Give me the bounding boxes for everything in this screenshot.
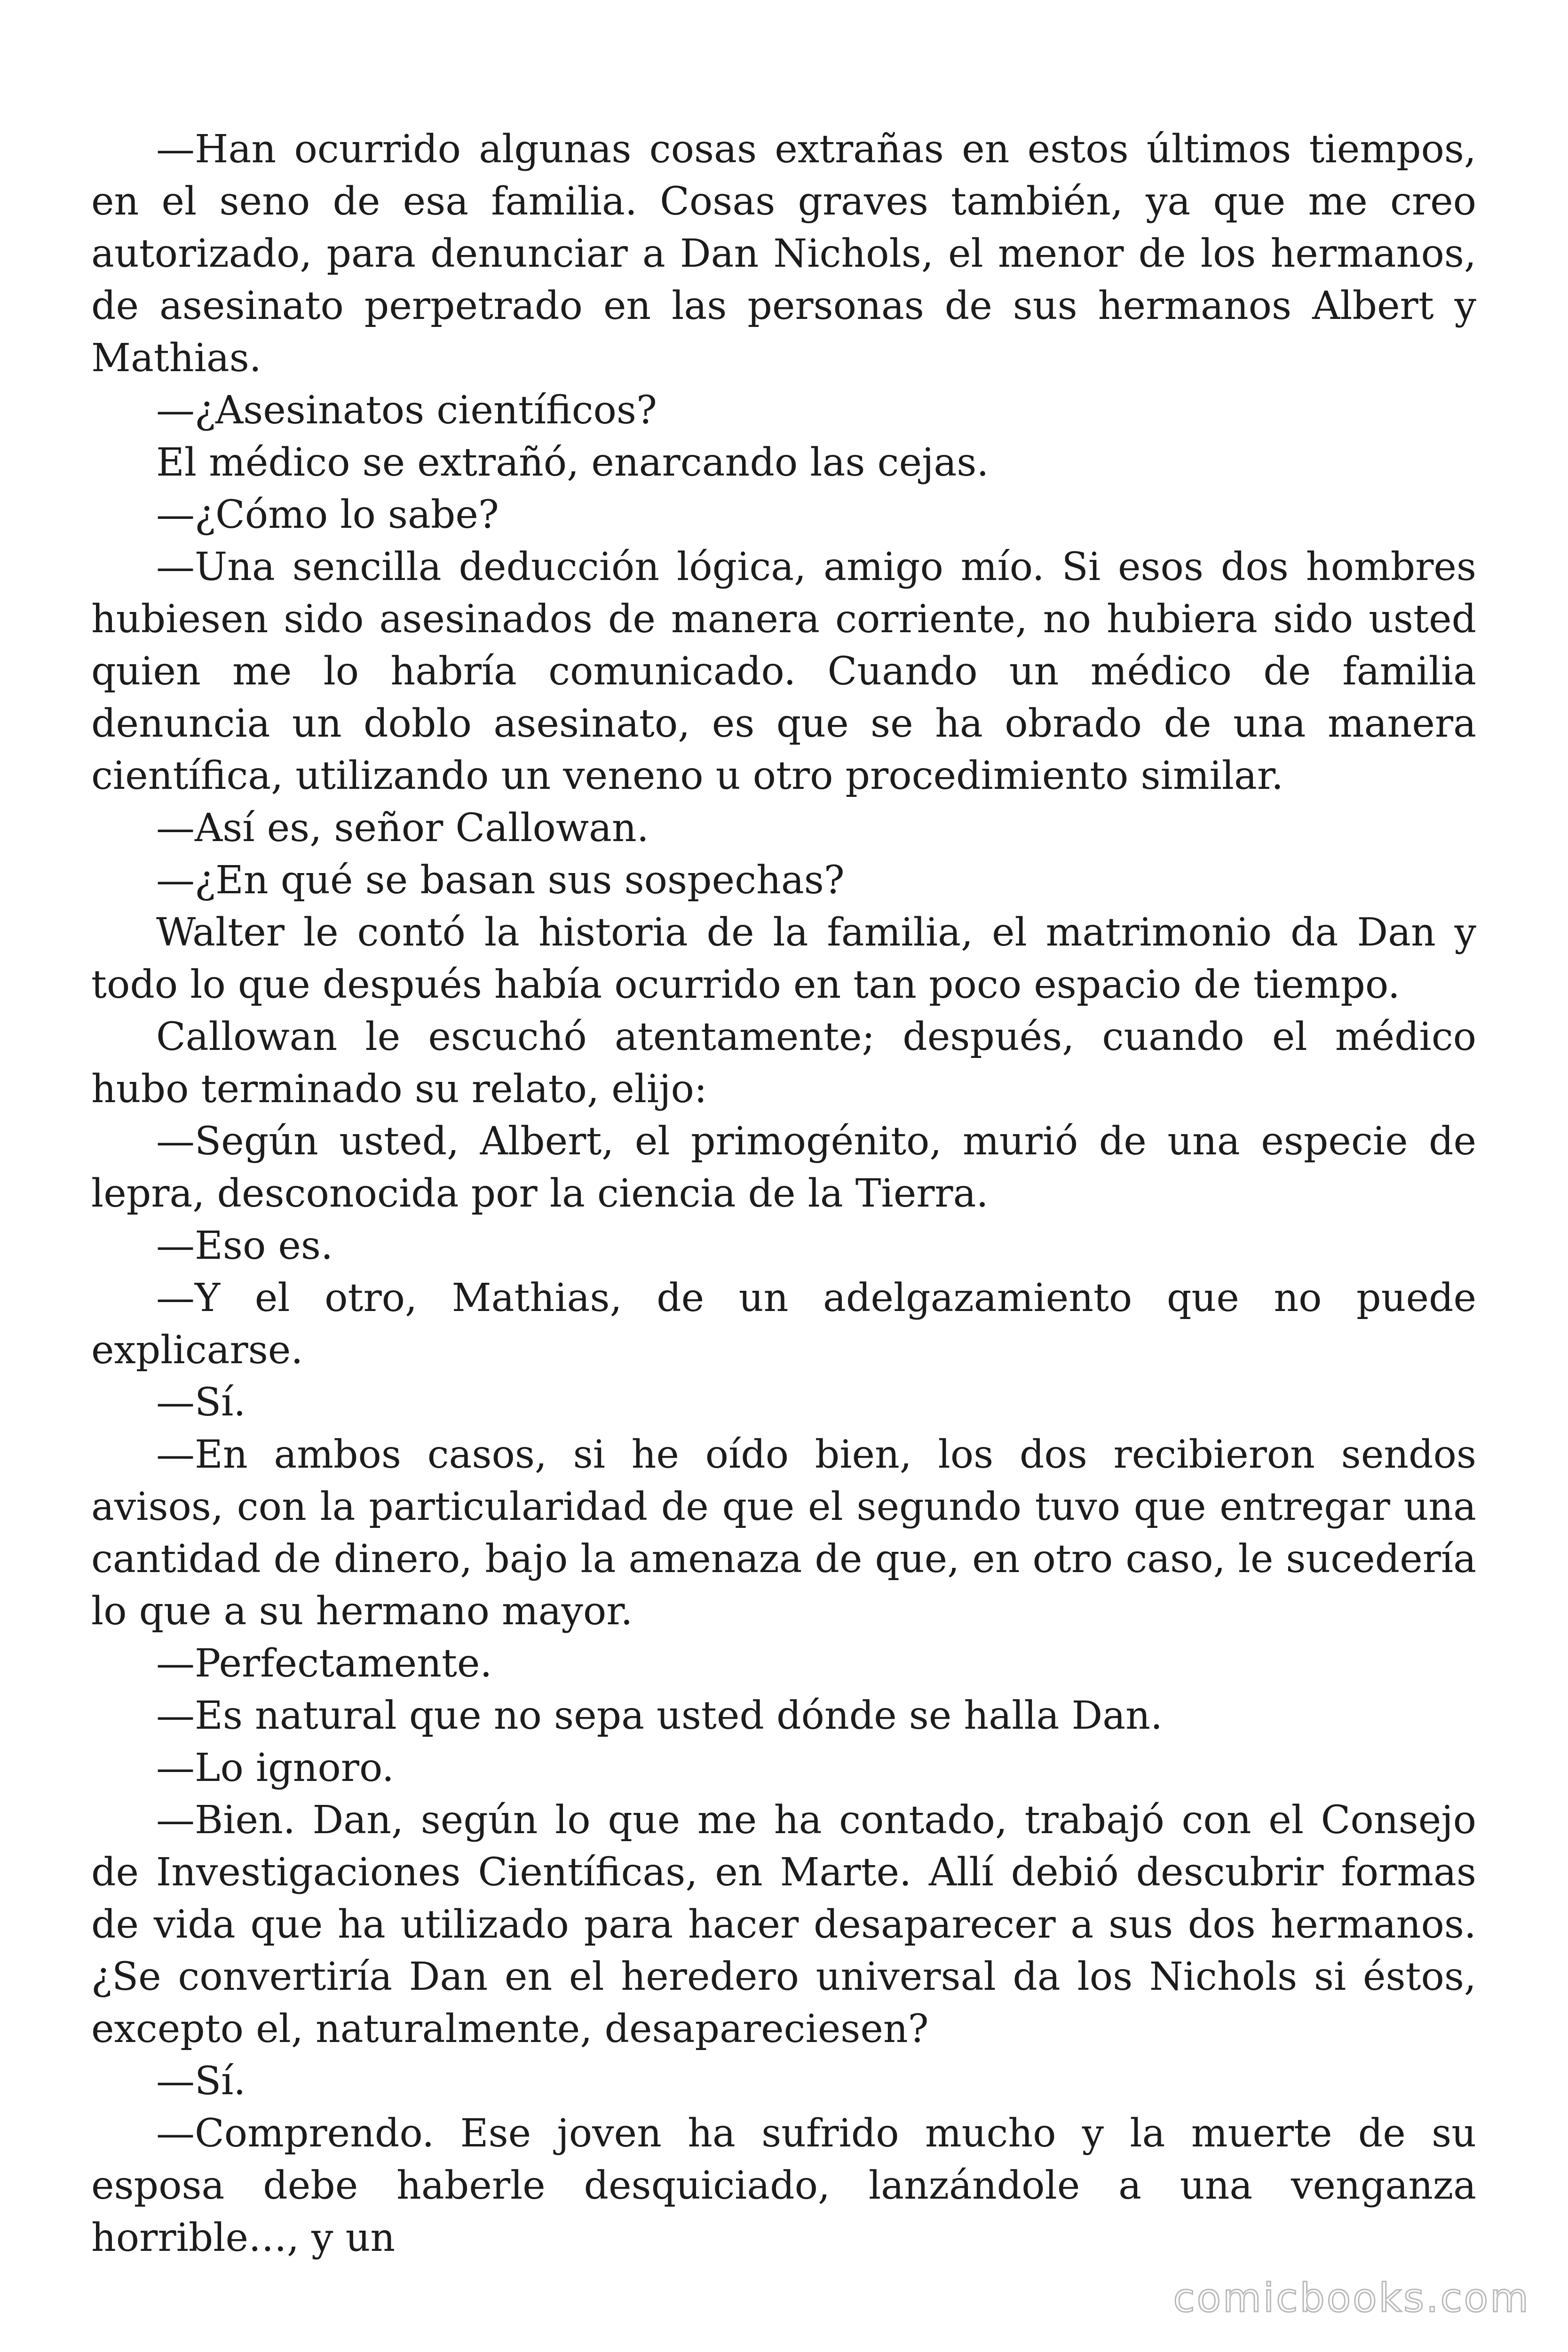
body-text bbox=[91, 123, 1476, 2264]
paragraph: —Perfectamente. bbox=[156, 1641, 492, 1686]
paragraph: El médico se extrañó, enarcando las cejas. bbox=[156, 440, 989, 485]
paragraph: —Bien. Dan, según lo que me ha contado, trabajó con el Consejo de Investigaciones Científicas, en Marte. Allí debió descubrir formas de vida que ha utilizado para hacer desaparecer a sus dos hermanos. ¿Se convertiría Dan en el heredero universal da los Nichols si éstos, excepto el, naturalmente, desapareciesen? bbox=[91, 1798, 1476, 2051]
paragraph: —Una sencilla deducción lógica, amigo mío. Si esos dos hombres hubiesen sido asesinados de manera corriente, no hubiera sido usted quien me lo habría comunicado. Cuando un médico de familia denuncia un doblo asesinato, es que se ha obrado de una manera científica, utilizando un veneno u otro procedimiento similar. bbox=[91, 545, 1476, 798]
paragraph: —Sí. bbox=[156, 1380, 246, 1425]
paragraph: —¿En qué se basan sus sospechas? bbox=[156, 858, 845, 903]
paragraph: —Y el otro, Mathias, de un adelgazamiento que no puede explicarse. bbox=[91, 1276, 1476, 1373]
paragraph: —Sí. bbox=[156, 2059, 246, 2104]
paragraph: —En ambos casos, si he oído bien, los dos recibieron sendos avisos, con la particularidad de que el segundo tuvo que entregar una cantidad de dinero, bajo la amenaza de que, en otro caso, le sucedería lo que a su hermano mayor. bbox=[91, 1432, 1476, 1634]
paragraph: —¿Cómo lo sabe? bbox=[156, 493, 499, 537]
paragraph: —Han ocurrido algunas cosas extrañas en estos últimos tiempos, en el seno de esa familia. Cosas graves también, ya que me creo autorizado, para denunciar a Dan Nichols, el menor de los hermanos, de asesinato perpetrado en las personas de sus hermanos Albert y Mathias. bbox=[91, 127, 1476, 381]
paragraph: —Así es, señor Callowan. bbox=[156, 806, 649, 850]
paragraph: —Según usted, Albert, el primogénito, murió de una especie de lepra, desconocida por la ciencia de la Tierra. bbox=[91, 1119, 1476, 1216]
paragraph: —Lo ignoro. bbox=[156, 1746, 394, 1790]
paragraph: —Eso es. bbox=[156, 1224, 333, 1268]
watermark: comicbooks.com bbox=[1173, 2275, 1530, 2321]
paragraph: —Es natural que no sepa usted dónde se halla Dan. bbox=[156, 1693, 1163, 1738]
paragraph: Walter le contó la historia de la familia, el matrimonio da Dan y todo lo que después había ocurrido en tan poco espacio de tiempo. bbox=[91, 910, 1476, 1007]
paragraph: Callowan le escuchó atentamente; después, cuando el médico hubo terminado su relato, elijo: bbox=[91, 1015, 1476, 1112]
paragraph: —Comprendo. Ese joven ha sufrido mucho y la muerte de su esposa debe haberle desquiciado, lanzándole a una venganza horrible…, y un bbox=[91, 2111, 1476, 2260]
paragraph: —¿Asesinatos científicos? bbox=[156, 388, 657, 433]
page-body bbox=[91, 123, 1476, 2260]
